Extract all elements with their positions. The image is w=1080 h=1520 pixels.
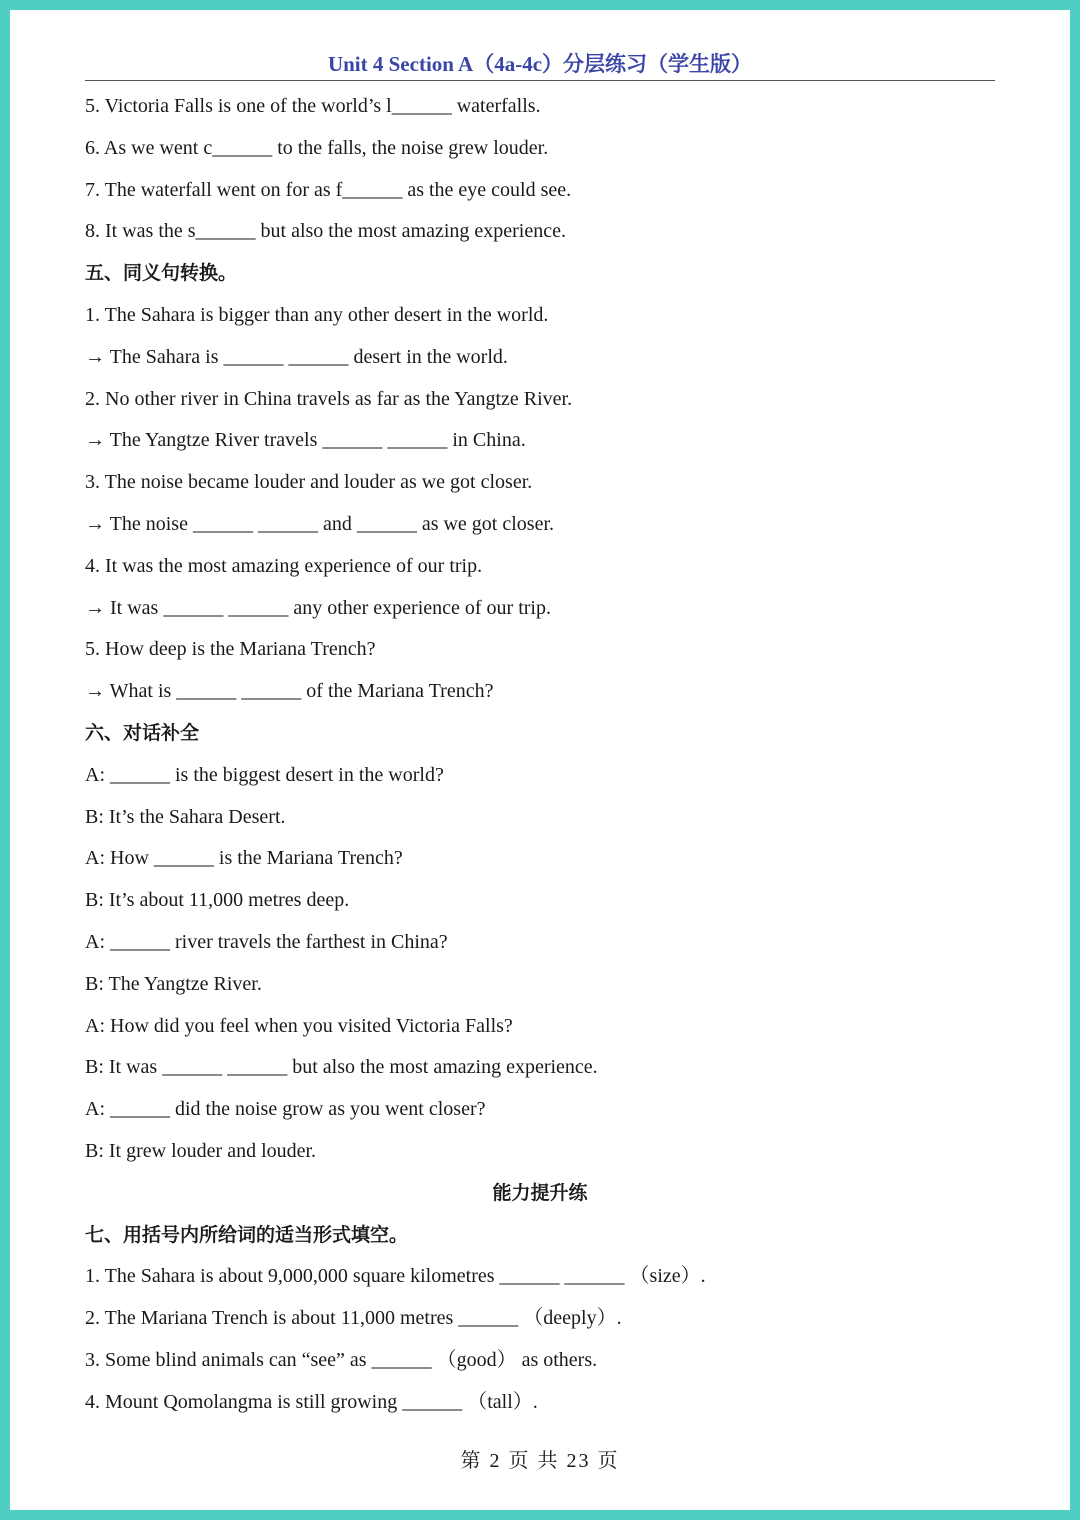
exercise-line: A: How did you feel when you visited Victoria Falls?	[85, 1014, 513, 1037]
exercise-line: B: It was ______ ______ but also the most amazing experience.	[85, 1056, 598, 1079]
exercise-line: 2. The Mariana Trench is about 11,000 metres ______ （deeply）.	[85, 1307, 622, 1330]
exercise-line: 1. The Sahara is about 9,000,000 square kilometres ______ ______ （size）.	[85, 1265, 706, 1288]
exercise-line: → It was ______ ______ any other experience of our trip.	[85, 596, 551, 619]
page-number-footer: 第 2 页 共 23 页	[460, 1450, 620, 1472]
exercise-line: B: The Yangtze River.	[85, 972, 262, 995]
exercise-line: 7. The waterfall went on for as f______ as the eye could see.	[85, 178, 572, 201]
section-heading: 七、用括号内所给词的适当形式填空。	[85, 1223, 409, 1246]
exercise-line: → The Sahara is ______ ______ desert in the world.	[85, 345, 508, 368]
exercise-line: 1. The Sahara is bigger than any other desert in the world.	[85, 303, 549, 326]
exercise-line: A: ______ is the biggest desert in the world?	[85, 763, 444, 786]
exercise-line: 3. The noise became louder and louder as we got closer.	[85, 471, 533, 494]
document-page	[10, 10, 1070, 1510]
exercise-line: 5. How deep is the Mariana Trench?	[85, 638, 376, 661]
exercise-content	[85, 86, 985, 1424]
exercise-line: 4. Mount Qomolangma is still growing ______ （tall）.	[85, 1390, 538, 1413]
header-divider	[85, 80, 995, 81]
exercise-line: B: It’s about 11,000 metres deep.	[85, 889, 350, 912]
part-title: 能力提升练	[492, 1181, 588, 1204]
exercise-line: B: It’s the Sahara Desert.	[85, 805, 286, 828]
exercise-line: 3. Some blind animals can “see” as ______ （good） as others.	[85, 1348, 598, 1371]
exercise-line: A: ______ river travels the farthest in China?	[85, 930, 448, 953]
exercise-line: 2. No other river in China travels as far as the Yangtze River.	[85, 387, 573, 410]
exercise-line: 5. Victoria Falls is one of the world’s l______ waterfalls.	[85, 95, 541, 117]
exercise-line: → The Yangtze River travels ______ ______ in China.	[85, 429, 526, 452]
page-header-title: Unit 4 Section A（4a-4c）分层练习（学生版）	[327, 52, 753, 76]
exercise-line: 6. As we went c______ to the falls, the noise grew louder.	[85, 136, 549, 159]
exercise-line: A: How ______ is the Mariana Trench?	[85, 847, 403, 870]
exercise-line: → What is ______ ______ of the Mariana Trench?	[85, 680, 494, 703]
exercise-line: B: It grew louder and louder.	[85, 1139, 317, 1162]
section-heading: 五、同义句转换。	[85, 262, 238, 285]
section-heading: 六、对话补全	[85, 721, 200, 744]
exercise-line: 4. It was the most amazing experience of our trip.	[85, 554, 483, 577]
exercise-line: 8. It was the s______ but also the most amazing experience.	[85, 220, 566, 243]
exercise-line: A: ______ did the noise grow as you went closer?	[85, 1098, 486, 1121]
exercise-line: → The noise ______ ______ and ______ as we got closer.	[85, 512, 555, 535]
